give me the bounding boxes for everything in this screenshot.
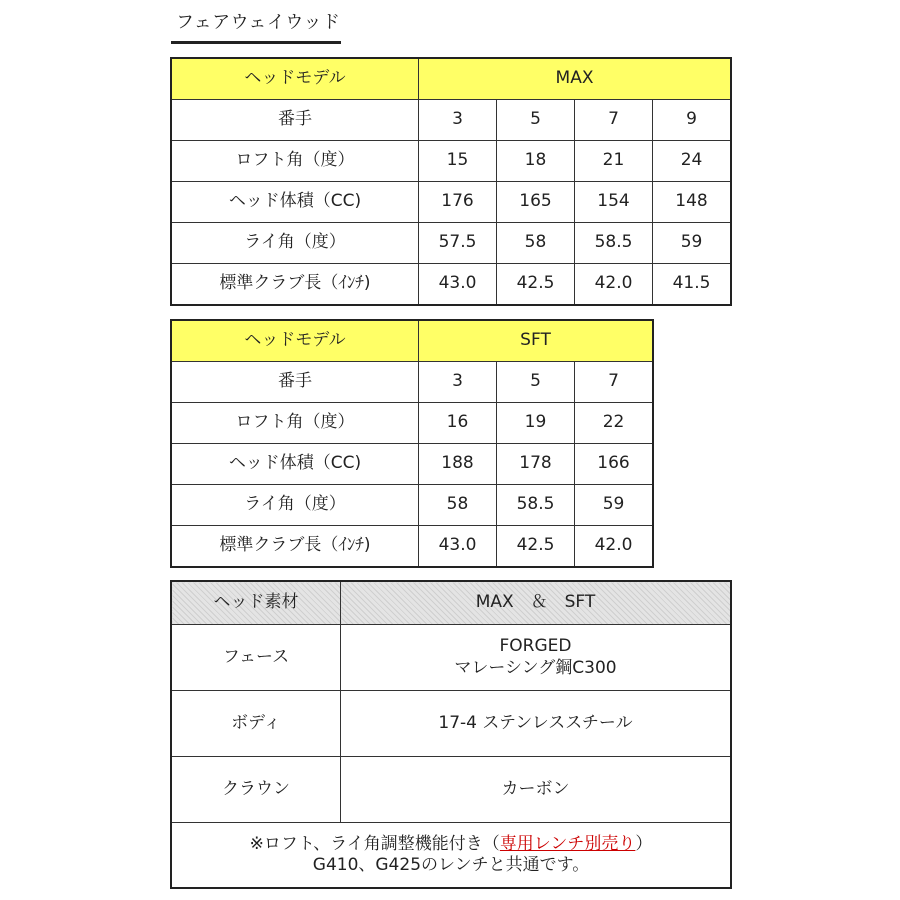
table-row [172,362,653,403]
value-line: マレーシング鋼C300 [454,657,617,678]
note-line-1 [172,834,730,855]
cell-value: 7 [575,362,653,403]
cell-value: 18 [497,141,575,182]
note-prefix: ※ロフト、ライ角調整機能付き（ [249,833,500,854]
cell-value: 42.5 [497,264,575,305]
cell-value: 41.5 [653,264,731,305]
row-label: 番手 [172,362,419,403]
wrench-sold-separately-link[interactable]: 専用レンチ別売り [499,833,636,854]
cell-value: 15 [419,141,497,182]
model-name: SFT [419,321,653,362]
row-label: ライ角（度） [172,223,419,264]
note-row [172,823,731,888]
note-cell [172,823,731,888]
cell-value [341,625,731,691]
cell-value: 58.5 [575,223,653,264]
cell-value: 59 [653,223,731,264]
cell-value: 57.5 [419,223,497,264]
row-label: 標準クラブ長（ｲﾝﾁ) [172,526,419,567]
cell-value: 188 [419,444,497,485]
title-underline [171,41,341,44]
note-suffix: ） [635,833,653,854]
cell-value: 43.0 [419,526,497,567]
cell-value: 19 [497,403,575,444]
cell-value: 5 [497,362,575,403]
table-header-row [172,59,731,100]
header-label: ヘッドモデル [172,321,419,362]
table-row [172,444,653,485]
header-value: MAX ＆ SFT [341,582,731,625]
table-row [172,757,731,823]
cell-value: 42.5 [497,526,575,567]
cell-value: 58 [419,485,497,526]
table-row [172,100,731,141]
cell-value: 165 [497,182,575,223]
cell-value: 178 [497,444,575,485]
table-row [172,182,731,223]
table-header-row [172,321,653,362]
cell-value: 17-4 ステンレススチール [341,691,731,757]
table-row [172,403,653,444]
cell-value: 24 [653,141,731,182]
cell-value: 9 [653,100,731,141]
table-row [172,485,653,526]
table-row [172,526,653,567]
row-label: フェース [172,625,341,691]
cell-value: 58.5 [497,485,575,526]
table-header-row [172,582,731,625]
row-label: ロフト角（度） [172,403,419,444]
cell-value: 42.0 [575,264,653,305]
table-row [172,625,731,691]
table-row [172,141,731,182]
row-label: ヘッド体積（CC) [172,444,419,485]
cell-value: 5 [497,100,575,141]
row-label: 標準クラブ長（ｲﾝﾁ) [172,264,419,305]
row-label: ボディ [172,691,341,757]
cell-value: 7 [575,100,653,141]
row-label: クラウン [172,757,341,823]
cell-value: 42.0 [575,526,653,567]
value-line: FORGED [499,636,572,657]
header-label: ヘッド素材 [172,582,341,625]
table-row [172,223,731,264]
cell-value: 43.0 [419,264,497,305]
model-name: MAX [419,59,731,100]
cell-value: 148 [653,182,731,223]
cell-value: 154 [575,182,653,223]
material-table [171,581,731,888]
cell-value: 22 [575,403,653,444]
cell-value: 58 [497,223,575,264]
header-label: ヘッドモデル [172,59,419,100]
sft-spec-table [171,320,653,567]
table-row [172,264,731,305]
cell-value: 176 [419,182,497,223]
cell-value: 21 [575,141,653,182]
cell-value: 59 [575,485,653,526]
row-label: ライ角（度） [172,485,419,526]
row-label: ロフト角（度） [172,141,419,182]
cell-value: 3 [419,362,497,403]
section-title: フェアウェイウッド [176,12,341,33]
note-line-2: G410、G425のレンチと共通です。 [312,855,590,875]
table-row [172,691,731,757]
cell-value: 166 [575,444,653,485]
cell-value: 16 [419,403,497,444]
max-spec-table [171,58,731,305]
row-label: ヘッド体積（CC) [172,182,419,223]
cell-value: 3 [419,100,497,141]
cell-value: カーボン [341,757,731,823]
row-label: 番手 [172,100,419,141]
